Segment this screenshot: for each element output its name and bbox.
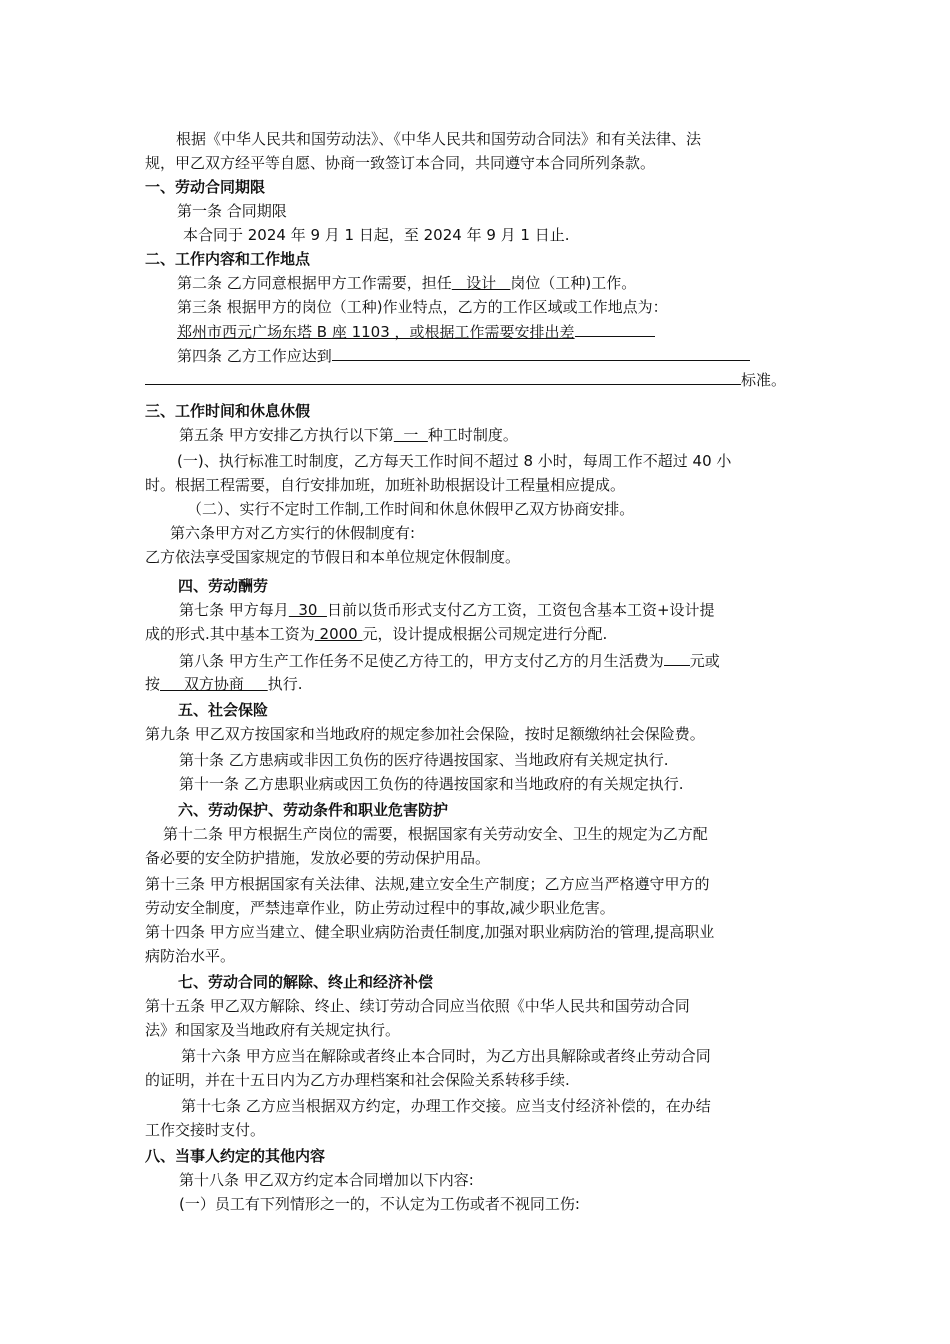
- article-8-text-b: 元或: [689, 652, 720, 670]
- article-2-line: [145, 271, 847, 295]
- article-8-text-a: 第八条 甲方生产工作任务不足使乙方待工的，甲方支付乙方的月生活费为: [179, 652, 664, 670]
- article-6-line-2: 乙方依法享受国家规定的节假日和本单位规定休假制度。: [145, 548, 521, 566]
- article-5-text-before: 第五条 甲方安排乙方执行以下第: [179, 426, 394, 444]
- article-8-text-c: 按: [145, 675, 161, 693]
- position-field: 设计: [451, 274, 511, 292]
- standard-blank-1: [332, 343, 750, 361]
- article-5-line: [145, 423, 849, 447]
- article-15-line-2: 法》和国家及当地政府有关规定执行。: [145, 1021, 401, 1039]
- intro-line-2: 规，甲乙双方经平等自愿、协商一致签订本合同，共同遵守本合同所列条款。: [145, 154, 656, 172]
- article-2-text-after: 岗位（工种)工作。: [510, 274, 637, 292]
- article-13-line-2: 劳动安全制度，严禁违章作业，防止劳动过程中的事故,减少职业危害。: [145, 899, 615, 917]
- base-salary-field: 2000: [314, 625, 363, 643]
- article-13-line-1: 第十三条 甲方根据国家有关法律、法规,建立安全生产制度；乙方应当严格遵守甲方的: [145, 875, 710, 893]
- hours-item-2: （二）、实行不定时工作制,工作时间和休息休假甲乙双方协商安排。: [187, 500, 635, 518]
- article-1-text: 本合同于 2024 年 9 月 1 日起，至 2024 年 9 月 1 日止.: [183, 226, 570, 244]
- article-15-line-1: 第十五条 甲乙双方解除、终止、续订劳动合同应当依照《中华人民共和国劳动合同: [145, 997, 690, 1015]
- section-3-heading: 三、工作时间和休息休假: [145, 402, 311, 420]
- work-location-field: 郑州市西元广场东塔 B 座 1103 ，或根据工作需要安排出差: [177, 323, 575, 341]
- section-4-heading: 四、劳动酬劳: [178, 577, 269, 595]
- article-8-text-d: 执行.: [267, 675, 303, 693]
- article-14-line-1: 第十四条 甲方应当建立、健全职业病防治责任制度,加强对职业病防治的管理,提高职业: [145, 923, 715, 941]
- article-5-text-after: 种工时制度。: [427, 426, 518, 444]
- hours-item-1-line-2: 时。根据工程需要，自行安排加班，加班补助根据设计工程量相应提成。: [145, 476, 626, 494]
- article-7-text-c: 成的形式.其中基本工资为: [145, 625, 315, 643]
- article-14-line-2: 病防治水平。: [145, 947, 236, 965]
- article-18: 第十八条 甲乙双方约定本合同增加以下内容:: [179, 1171, 474, 1189]
- article-4-tail: 标准。: [741, 371, 787, 389]
- article-8-line-2: [145, 672, 815, 696]
- article-3-line: 第三条 根据甲方的岗位（工种)作业特点，乙方的工作区域或工作地点为：: [177, 298, 668, 316]
- article-4-text: 第四条 乙方工作应达到: [177, 347, 332, 365]
- standard-blank-2: [145, 367, 741, 385]
- article-18-item-1: (一）员工有下列情形之一的，不认定为工伤或者不视同工伤:: [179, 1195, 580, 1213]
- section-2-heading: 二、工作内容和工作地点: [145, 250, 311, 268]
- article-7-text-b: 日前以货币形式支付乙方工资，工资包含基本工资+设计提: [326, 601, 715, 619]
- work-hours-type-field: 一: [393, 426, 428, 444]
- section-1-heading: 一、劳动合同期限: [145, 178, 266, 196]
- section-6-heading: 六、劳动保护、劳动条件和职业危害防护: [178, 801, 449, 819]
- article-4-line-1: [145, 343, 847, 367]
- article-7-text-d: 元，设计提成根据公司规定进行分配.: [362, 625, 608, 643]
- article-16-line-2: 的证明，并在十五日内为乙方办理档案和社会保险关系转移手续.: [145, 1071, 570, 1089]
- article-7-line-2: [145, 622, 815, 646]
- hours-item-1-line-1: (一)、执行标准工时制度，乙方每天工作时间不超过 8 小时，每周工作不超过 40 小: [177, 452, 732, 470]
- article-17-line-1: 第十七条 乙方应当根据双方约定，办理工作交接。应当支付经济补偿的，在办结: [181, 1097, 711, 1115]
- work-location-blank: [575, 319, 655, 337]
- article-12-line-2: 备必要的安全防护措施，发放必要的劳动保护用品。: [145, 849, 491, 867]
- work-location-line: [145, 319, 847, 343]
- article-1-title: 第一条 合同期限: [177, 202, 287, 220]
- article-10: 第十条 乙方患病或非因工负伤的医疗待遇按国家、当地政府有关规定执行.: [179, 751, 669, 769]
- article-4-line-2: [145, 367, 815, 391]
- pay-day-field: 30: [288, 601, 327, 619]
- living-allowance-blank: [664, 648, 690, 666]
- article-17-line-2: 工作交接时支付。: [145, 1121, 266, 1139]
- article-2-text-before: 第二条 乙方同意根据甲方工作需要，担任: [177, 274, 452, 292]
- article-8-line-1: [145, 648, 849, 672]
- intro-line-1: 根据《中华人民共和国劳动法》、《中华人民共和国劳动合同法》和有关法律、法: [176, 130, 702, 148]
- article-16-line-1: 第十六条 甲方应当在解除或者终止本合同时，为乙方出具解除或者终止劳动合同: [181, 1047, 711, 1065]
- article-6-line-1: 第六条甲方对乙方实行的休假制度有:: [170, 524, 416, 542]
- allowance-method-field: 双方协商: [160, 675, 268, 693]
- article-7-line-1: [145, 598, 849, 622]
- section-5-heading: 五、社会保险: [178, 701, 269, 719]
- article-11: 第十一条 乙方患职业病或因工负伤的待遇按国家和当地政府的有关规定执行.: [179, 775, 684, 793]
- section-8-heading: 八、当事人约定的其他内容: [145, 1147, 326, 1165]
- article-7-text-a: 第七条 甲方每月: [179, 601, 289, 619]
- article-12-line-1: 第十二条 甲方根据生产岗位的需要，根据国家有关劳动安全、卫生的规定为乙方配: [163, 825, 708, 843]
- article-9: 第九条 甲乙双方按国家和当地政府的规定参加社会保险，按时足额缴纳社会保险费。: [145, 725, 705, 743]
- section-7-heading: 七、劳动合同的解除、终止和经济补偿: [178, 973, 434, 991]
